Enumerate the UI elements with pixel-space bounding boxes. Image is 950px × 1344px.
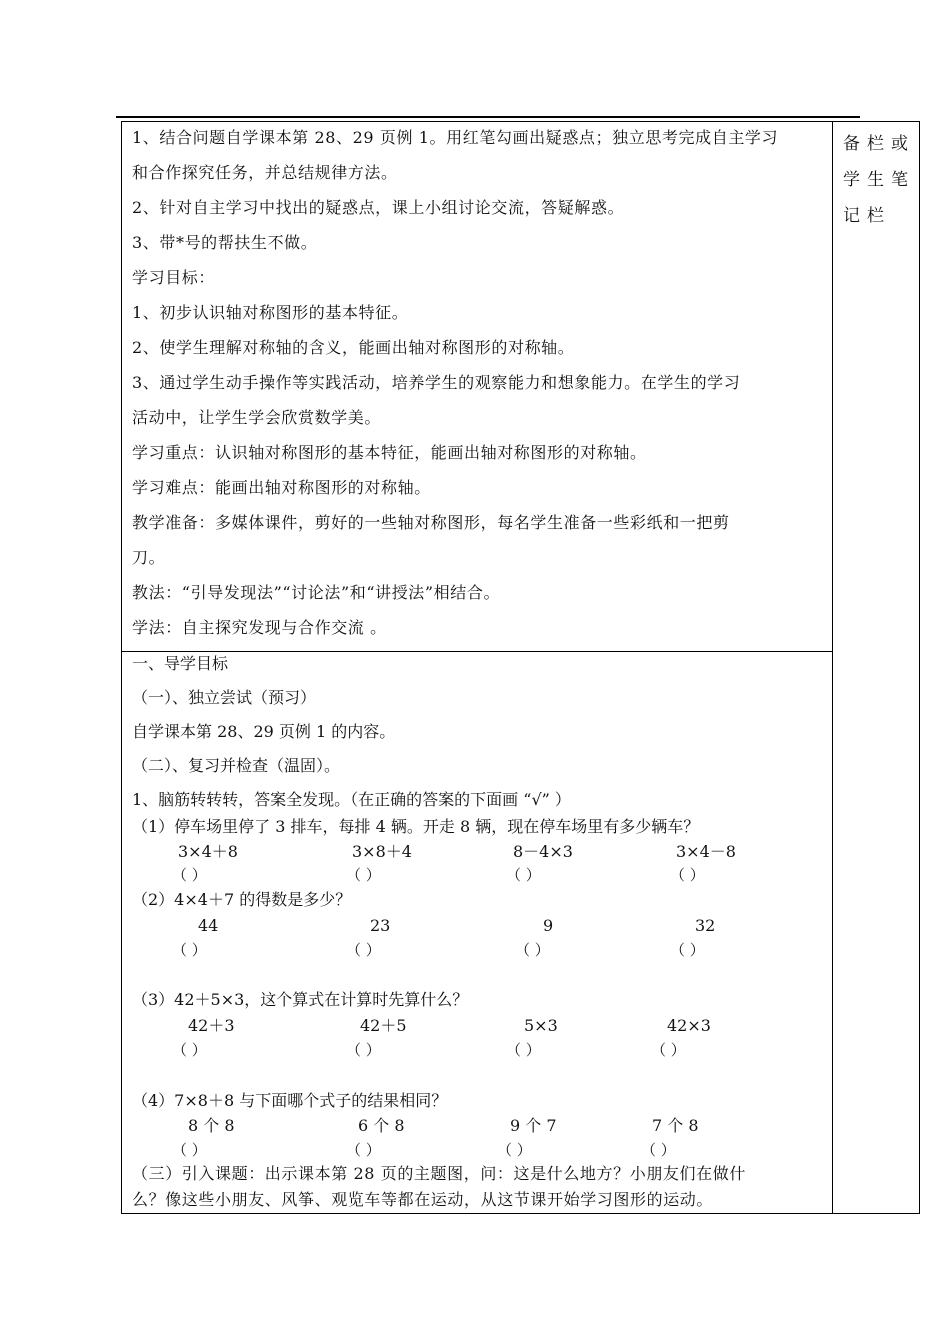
answer-option: 3×8＋4	[352, 842, 412, 861]
row-divider	[121, 651, 833, 652]
question-title: （1）停车场里停了 3 排车，每排 4 辆。开走 8 辆，现在停车场里有多少辆车？	[132, 817, 700, 836]
answer-option: 3×4－8	[676, 842, 736, 861]
subsection-1-text: 自学课本第 28、29 页例 1 的内容。	[132, 722, 396, 741]
answer-blank[interactable]: （ ）	[172, 1041, 207, 1059]
subsection-3-line: （三）引入课题：出示课本第 28 页的主题图，问：这是什么地方？小朋友们在做什	[132, 1164, 746, 1183]
answer-option: 42×3	[667, 1016, 711, 1035]
intro-line: 3、通过学生动手操作等实践活动，培养学生的观察能力和想象能力。在学生的学习	[132, 373, 741, 392]
answer-option: 3×4＋8	[178, 842, 238, 861]
intro-line: 2、使学生理解对称轴的含义，能画出轴对称图形的对称轴。	[132, 338, 575, 357]
intro-line: 刀。	[132, 548, 166, 567]
answer-blank[interactable]: （ ）	[506, 866, 541, 884]
answer-blank[interactable]: （ ）	[346, 1141, 381, 1159]
intro-line: 2、针对自主学习中找出的疑惑点，课上小组讨论交流，答疑解惑。	[132, 198, 625, 217]
top-rule	[116, 116, 860, 118]
answer-blank[interactable]: （ ）	[515, 941, 550, 959]
answer-blank[interactable]: （ ）	[641, 1141, 676, 1159]
answer-blank[interactable]: （ ）	[346, 941, 381, 959]
intro-line: 学习难点：能画出轴对称图形的对称轴。	[132, 478, 431, 497]
answer-option: 42＋5	[360, 1016, 407, 1035]
question-title: （4）7×8＋8 与下面哪个式子的结果相同？	[132, 1091, 448, 1110]
quiz-intro: 1、脑筋转转转，答案全发现。（在正确的答案的下面画 “√” ）	[132, 790, 571, 809]
answer-option: 8－4×3	[513, 842, 573, 861]
answer-blank[interactable]: （ ）	[670, 866, 705, 884]
intro-line: 1、结合问题自学课本第 28、29 页例 1。用红笔勾画出疑惑点；独立思考完成自主学习	[132, 128, 779, 147]
answer-option: 8 个 8	[188, 1116, 235, 1135]
intro-line: 学法：自主探究发现与合作交流 。	[132, 618, 387, 637]
answer-option: 42＋3	[188, 1016, 235, 1035]
intro-line: 和合作探究任务，并总结规律方法。	[132, 163, 398, 182]
intro-line: 3、带*号的帮扶生不做。	[132, 233, 318, 252]
answer-blank[interactable]: （ ）	[346, 1041, 381, 1059]
question-title: （2）4×4＋7 的得数是多少？	[132, 890, 352, 909]
side-note-column: 备栏或学生笔记栏	[843, 134, 915, 226]
intro-line: 学习重点：认识轴对称图形的基本特征，能画出轴对称图形的对称轴。	[132, 443, 647, 462]
section-heading: 一、导学目标	[132, 654, 229, 673]
answer-option: 7 个 8	[652, 1116, 699, 1135]
answer-blank[interactable]: （ ）	[670, 941, 705, 959]
intro-line: 教法：“引导发现法”“讨论法”和“讲授法”相结合。	[132, 583, 501, 602]
subsection-1: （一）、独立尝试（预习）	[132, 688, 317, 707]
answer-blank[interactable]: （ ）	[172, 866, 207, 884]
answer-option: 9 个 7	[510, 1116, 557, 1135]
answer-option: 23	[370, 916, 391, 935]
intro-line: 学习目标：	[132, 268, 216, 287]
answer-blank[interactable]: （ ）	[346, 866, 381, 884]
column-divider	[832, 121, 833, 1214]
answer-option: 9	[543, 916, 554, 935]
answer-option: 6 个 8	[358, 1116, 405, 1135]
answer-blank[interactable]: （ ）	[172, 1141, 207, 1159]
subsection-3-line: 么？像这些小朋友、风筝、观览车等都在运动，从这节课开始学习图形的运动。	[132, 1190, 714, 1209]
answer-option: 32	[695, 916, 716, 935]
answer-blank[interactable]: （ ）	[497, 1141, 532, 1159]
answer-blank[interactable]: （ ）	[651, 1041, 686, 1059]
subsection-2: （二）、复习并检查（温固）。	[132, 756, 341, 775]
answer-option: 44	[198, 916, 219, 935]
intro-line: 教学准备：多媒体课件，剪好的一些轴对称图形，每名学生准备一些彩纸和一把剪	[132, 513, 730, 532]
intro-line: 1、初步认识轴对称图形的基本特征。	[132, 303, 409, 322]
question-title: （3）42＋5×3，这个算式在计算时先算什么？	[132, 990, 469, 1009]
answer-blank[interactable]: （ ）	[506, 1041, 541, 1059]
intro-line: 活动中，让学生学会欣赏数学美。	[132, 408, 382, 427]
answer-blank[interactable]: （ ）	[172, 941, 207, 959]
answer-option: 5×3	[524, 1016, 558, 1035]
